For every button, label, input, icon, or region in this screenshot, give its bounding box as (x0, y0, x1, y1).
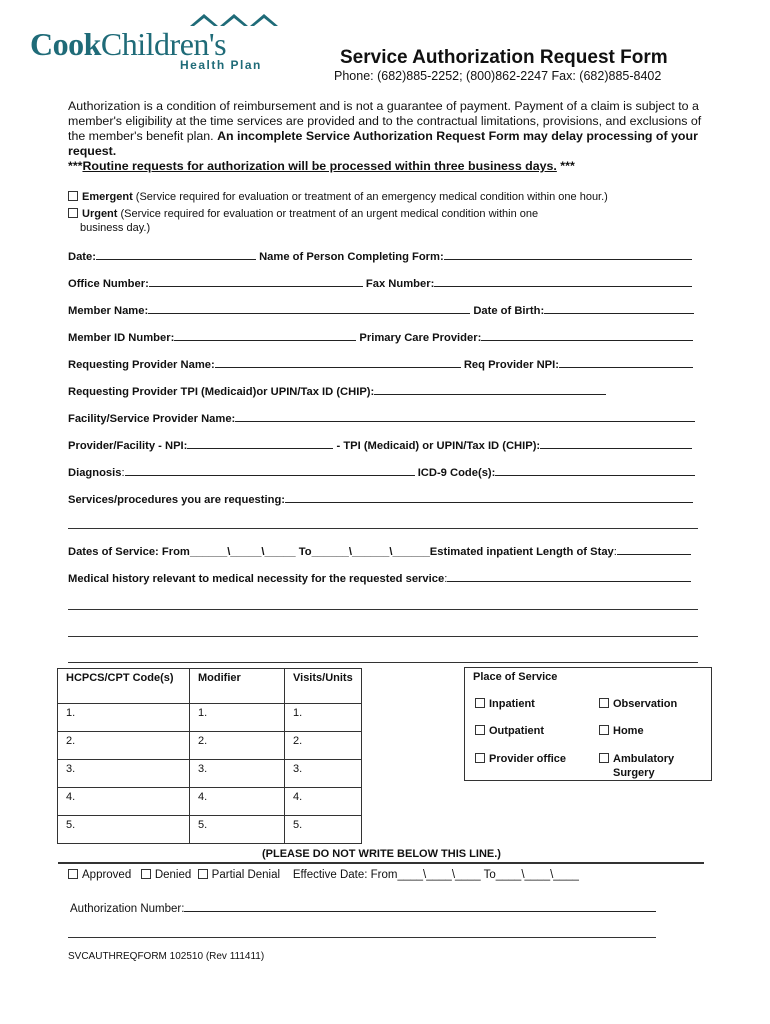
logo-subtitle: Health Plan (180, 58, 262, 72)
row-facility (68, 411, 695, 425)
modifier-cell[interactable]: 2. (190, 732, 285, 760)
fax-field[interactable] (434, 276, 692, 287)
table-row (58, 760, 362, 788)
inpatient-option[interactable]: Inpatient (475, 698, 535, 710)
denied-checkbox[interactable] (141, 869, 151, 879)
outpatient-checkbox[interactable] (475, 725, 485, 735)
do-not-write-notice: (PLEASE DO NOT WRITE BELOW THIS LINE.) (262, 848, 501, 860)
urgent-option[interactable]: Urgent (Service required for evaluation or treatment of an urgent medical condition within one (68, 208, 538, 220)
services-extra-line[interactable] (68, 528, 698, 529)
icd-label: ICD-9 Code(s): (417, 467, 496, 479)
provider-office-checkbox[interactable] (475, 753, 485, 763)
code-cell[interactable]: 1. (58, 704, 190, 732)
table-row (58, 704, 362, 732)
units-cell[interactable]: 2. (285, 732, 362, 760)
place-of-service-box (464, 667, 712, 781)
diagnosis-label: Diagnosis (68, 467, 122, 479)
codes-table (57, 668, 362, 844)
intro-paragraph: Authorization is a condition of reimbursement and is not a guarantee of payment. Payment of a claim is subject to a member's eligibility at the time services are provided and to the contractual limitations, provisions, and exclusions of the member's benefit plan. An incomplete Service Authorization Request Form may delay processing of your request. ***Routine requests for authorization will be processed within three business days. *** (68, 99, 702, 173)
date-label: Date: (68, 251, 96, 263)
tpi-label: Requesting Provider TPI (Medicaid)or UPIN/Tax ID (CHIP): (68, 386, 375, 398)
modifier-cell[interactable]: 3. (190, 760, 285, 788)
denied-option[interactable]: Denied (141, 869, 191, 881)
row-office (68, 276, 692, 290)
history-line-3[interactable] (68, 636, 698, 637)
office-use-divider (58, 862, 704, 864)
urgent-checkbox[interactable] (68, 208, 78, 218)
form-title: Service Authorization Request Form (340, 47, 668, 68)
office-label: Office Number: (68, 278, 149, 290)
logo (30, 12, 290, 74)
visits-header: Visits/Units (285, 669, 362, 704)
row-req-provider (68, 357, 693, 371)
history-label: Medical history relevant to medical necessity for the requested service (68, 573, 445, 585)
member-label: Member Name: (68, 305, 149, 317)
member-field[interactable] (148, 303, 470, 314)
auth-extra-line[interactable] (68, 937, 656, 938)
pcp-label: Primary Care Provider: (359, 332, 482, 344)
history-line-2[interactable] (68, 609, 698, 610)
row-dates-of-service: Dates of Service: From______\_____\_____ To______\______\______Estimated inpatient Length of Stay: (68, 544, 691, 558)
req-provider-field[interactable] (215, 357, 461, 368)
units-cell[interactable]: 5. (285, 816, 362, 844)
units-cell[interactable]: 1. (285, 704, 362, 732)
provider-office-option[interactable]: Provider office (475, 753, 566, 765)
auth-number-field[interactable] (184, 901, 656, 912)
req-npi-field[interactable] (559, 357, 693, 368)
fac-npi-field[interactable] (187, 438, 333, 449)
observation-checkbox[interactable] (599, 698, 609, 708)
partial-denial-checkbox[interactable] (198, 869, 208, 879)
table-header-row (58, 669, 362, 704)
place-of-service-title: Place of Service (473, 671, 558, 683)
row-tpi (68, 384, 606, 398)
member-id-field[interactable] (174, 330, 356, 341)
row-history: Medical history relevant to medical necessity for the requested service: (68, 571, 691, 585)
logo-wordmark: CookChildren's (30, 26, 227, 62)
fac-tpi-field[interactable] (540, 438, 692, 449)
decision-row (68, 869, 579, 881)
table-row (58, 788, 362, 816)
units-cell[interactable]: 3. (285, 760, 362, 788)
home-option[interactable]: Home (599, 725, 644, 737)
length-of-stay-field[interactable] (617, 544, 691, 555)
observation-option[interactable]: Observation (599, 698, 677, 710)
req-provider-label: Requesting Provider Name: (68, 359, 215, 371)
person-field[interactable] (444, 249, 692, 260)
date-field[interactable] (96, 249, 256, 260)
dates-of-service-label: Dates of Service: From______\_____\_____ To______\______\______Estimated inpatient Length of Stay (68, 546, 614, 558)
row-diagnosis: Diagnosis: ICD-9 Code(s): (68, 465, 695, 479)
icd-field[interactable] (495, 465, 695, 476)
inpatient-checkbox[interactable] (475, 698, 485, 708)
modifier-cell[interactable]: 4. (190, 788, 285, 816)
auth-number-label: Authorization Number: (70, 903, 185, 915)
units-cell[interactable]: 4. (285, 788, 362, 816)
form-code-footer: SVCAUTHREQFORM 102510 (Rev 111411) (68, 951, 265, 962)
home-checkbox[interactable] (599, 725, 609, 735)
history-line-4[interactable] (68, 662, 698, 663)
row-member-id (68, 330, 693, 344)
ambulatory-checkbox[interactable] (599, 753, 609, 763)
code-cell[interactable]: 3. (58, 760, 190, 788)
modifier-cell[interactable]: 5. (190, 816, 285, 844)
modifier-header: Modifier (190, 669, 285, 704)
emergent-option[interactable]: Emergent (Service required for evaluation or treatment of an emergency medical condition within one hour.) (68, 191, 608, 203)
hcpcs-header: HCPCS/CPT Code(s) (58, 669, 190, 704)
diagnosis-field[interactable] (125, 465, 415, 476)
services-field[interactable] (285, 492, 693, 503)
fax-label: Fax Number: (365, 278, 435, 290)
emergent-checkbox[interactable] (68, 191, 78, 201)
code-cell[interactable]: 4. (58, 788, 190, 816)
partial-denial-option[interactable]: Partial Denial (198, 869, 280, 881)
outpatient-option[interactable]: Outpatient (475, 725, 544, 737)
tpi-field[interactable] (374, 384, 606, 395)
row-date (68, 249, 692, 263)
fac-npi-label: Provider/Facility - NPI: (68, 440, 188, 452)
dob-field[interactable] (544, 303, 694, 314)
code-cell[interactable]: 5. (58, 816, 190, 844)
effective-date-label: Effective Date: From____\____\____ To____\____\____ (292, 869, 579, 881)
approved-checkbox[interactable] (68, 869, 78, 879)
ambulatory-surgery-label: Surgery (613, 767, 655, 779)
ambulatory-option[interactable]: Ambulatory (599, 753, 674, 765)
row-facility-npi (68, 438, 692, 452)
fac-tpi-label: - TPI (Medicaid) or UPIN/Tax ID (CHIP): (333, 440, 541, 452)
approved-option[interactable]: Approved (68, 869, 131, 881)
row-member (68, 303, 694, 317)
dob-label: Date of Birth: (473, 305, 545, 317)
member-id-label: Member ID Number: (68, 332, 175, 344)
code-cell[interactable]: 2. (58, 732, 190, 760)
office-field[interactable] (149, 276, 363, 287)
modifier-cell[interactable]: 1. (190, 704, 285, 732)
urgent-desc-cont: business day.) (80, 222, 151, 234)
facility-field[interactable] (235, 411, 695, 422)
facility-label: Facility/Service Provider Name: (68, 413, 236, 425)
row-services (68, 492, 693, 506)
services-label: Services/procedures you are requesting: (68, 494, 285, 506)
contact-phone-fax: Phone: (682)885-2252; (800)862-2247 Fax: (682)885-8402 (334, 69, 662, 83)
pcp-field[interactable] (481, 330, 693, 341)
history-field[interactable] (447, 571, 691, 582)
table-row (58, 816, 362, 844)
req-npi-label: Req Provider NPI: (463, 359, 559, 371)
table-row (58, 732, 362, 760)
person-label: Name of Person Completing Form: (259, 251, 444, 263)
auth-number-row (70, 901, 656, 915)
